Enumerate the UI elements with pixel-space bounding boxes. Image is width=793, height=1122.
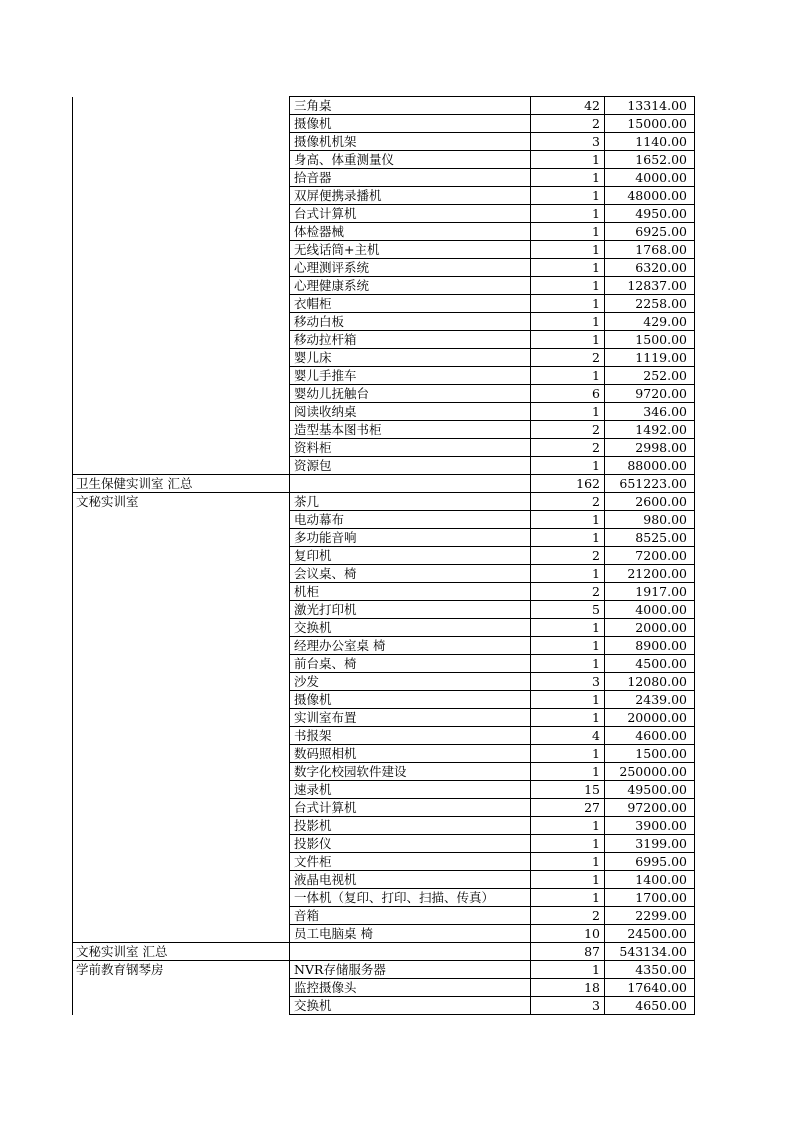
amount-cell: 8900.00 <box>605 637 695 655</box>
category-cell <box>73 151 290 169</box>
table-row <box>73 223 695 241</box>
table-row <box>73 871 695 889</box>
quantity-cell: 18 <box>531 979 605 997</box>
category-cell <box>73 691 290 709</box>
category-cell <box>73 205 290 223</box>
amount-cell: 12837.00 <box>605 277 695 295</box>
amount-cell: 17640.00 <box>605 979 695 997</box>
quantity-cell: 1 <box>531 763 605 781</box>
quantity-cell: 1 <box>531 277 605 295</box>
table-row <box>73 691 695 709</box>
item-name-cell: 摄像机机架 <box>290 133 531 151</box>
table-row <box>73 331 695 349</box>
item-name-cell: 交换机 <box>290 997 531 1015</box>
quantity-cell: 1 <box>531 151 605 169</box>
table-row <box>73 385 695 403</box>
quantity-cell: 162 <box>531 475 605 493</box>
amount-cell: 1140.00 <box>605 133 695 151</box>
category-cell <box>73 367 290 385</box>
quantity-cell: 1 <box>531 565 605 583</box>
category-cell <box>73 295 290 313</box>
quantity-cell: 42 <box>531 97 605 115</box>
quantity-cell: 1 <box>531 295 605 313</box>
equipment-table <box>72 96 695 1015</box>
category-cell <box>73 727 290 745</box>
item-name-cell: 摄像机 <box>290 115 531 133</box>
quantity-cell: 2 <box>531 439 605 457</box>
quantity-cell: 1 <box>531 637 605 655</box>
category-cell <box>73 655 290 673</box>
category-cell <box>73 457 290 475</box>
table-row <box>73 601 695 619</box>
amount-cell: 4600.00 <box>605 727 695 745</box>
quantity-cell: 4 <box>531 727 605 745</box>
quantity-cell: 1 <box>531 169 605 187</box>
table-row <box>73 133 695 151</box>
quantity-cell: 1 <box>531 889 605 907</box>
table-row <box>73 313 695 331</box>
item-name-cell: 心理测评系统 <box>290 259 531 277</box>
quantity-cell: 1 <box>531 961 605 979</box>
quantity-cell: 1 <box>531 853 605 871</box>
quantity-cell: 1 <box>531 205 605 223</box>
table-row <box>73 565 695 583</box>
category-cell <box>73 799 290 817</box>
table-row <box>73 835 695 853</box>
item-name-cell: 会议桌、椅 <box>290 565 531 583</box>
amount-cell: 252.00 <box>605 367 695 385</box>
table-row <box>73 403 695 421</box>
table-row <box>73 367 695 385</box>
table-row <box>73 295 695 313</box>
item-name-cell: 体检器械 <box>290 223 531 241</box>
table-row <box>73 745 695 763</box>
item-name-cell: 造型基本图书柜 <box>290 421 531 439</box>
category-cell <box>73 853 290 871</box>
amount-cell: 21200.00 <box>605 565 695 583</box>
quantity-cell: 3 <box>531 997 605 1015</box>
table-row <box>73 421 695 439</box>
item-name-cell: 阅读收纳桌 <box>290 403 531 421</box>
item-name-cell: 台式计算机 <box>290 799 531 817</box>
quantity-cell: 27 <box>531 799 605 817</box>
item-name-cell: NVR存储服务器 <box>290 961 531 979</box>
table-row <box>73 673 695 691</box>
amount-cell: 1400.00 <box>605 871 695 889</box>
amount-cell: 48000.00 <box>605 187 695 205</box>
category-cell: 文秘实训室 汇总 <box>73 943 290 961</box>
table-row <box>73 547 695 565</box>
category-cell <box>73 673 290 691</box>
item-name-cell: 液晶电视机 <box>290 871 531 889</box>
amount-cell: 4000.00 <box>605 601 695 619</box>
amount-cell: 3199.00 <box>605 835 695 853</box>
quantity-cell: 1 <box>531 529 605 547</box>
amount-cell: 543134.00 <box>605 943 695 961</box>
category-cell <box>73 907 290 925</box>
category-cell <box>73 133 290 151</box>
category-cell <box>73 565 290 583</box>
amount-cell: 9720.00 <box>605 385 695 403</box>
amount-cell: 1700.00 <box>605 889 695 907</box>
item-name-cell: 电动幕布 <box>290 511 531 529</box>
amount-cell: 49500.00 <box>605 781 695 799</box>
item-name-cell: 投影机 <box>290 817 531 835</box>
quantity-cell: 2 <box>531 349 605 367</box>
quantity-cell: 10 <box>531 925 605 943</box>
amount-cell: 3900.00 <box>605 817 695 835</box>
quantity-cell: 1 <box>531 709 605 727</box>
quantity-cell: 3 <box>531 133 605 151</box>
item-name-cell: 台式计算机 <box>290 205 531 223</box>
amount-cell: 2299.00 <box>605 907 695 925</box>
item-name-cell: 婴幼儿抚触台 <box>290 385 531 403</box>
quantity-cell: 1 <box>531 313 605 331</box>
quantity-cell: 1 <box>531 403 605 421</box>
category-cell <box>73 115 290 133</box>
amount-cell: 12080.00 <box>605 673 695 691</box>
amount-cell: 1500.00 <box>605 745 695 763</box>
item-name-cell: 投影仪 <box>290 835 531 853</box>
amount-cell: 1500.00 <box>605 331 695 349</box>
quantity-cell: 1 <box>531 817 605 835</box>
amount-cell: 250000.00 <box>605 763 695 781</box>
item-name-cell: 经理办公室桌 椅 <box>290 637 531 655</box>
table-body <box>73 97 695 1015</box>
category-cell <box>73 169 290 187</box>
item-name-cell: 书报架 <box>290 727 531 745</box>
category-cell: 卫生保健实训室 汇总 <box>73 475 290 493</box>
amount-cell: 8525.00 <box>605 529 695 547</box>
category-cell <box>73 547 290 565</box>
item-name-cell: 一体机（复印、打印、扫描、传真） <box>290 889 531 907</box>
table-row <box>73 277 695 295</box>
item-name-cell: 文件柜 <box>290 853 531 871</box>
item-name-cell: 激光打印机 <box>290 601 531 619</box>
quantity-cell: 1 <box>531 187 605 205</box>
quantity-cell: 1 <box>531 835 605 853</box>
category-cell: 文秘实训室 <box>73 493 290 511</box>
table-row <box>73 763 695 781</box>
table-row <box>73 727 695 745</box>
category-cell <box>73 403 290 421</box>
quantity-cell: 1 <box>531 511 605 529</box>
amount-cell: 2600.00 <box>605 493 695 511</box>
quantity-cell: 2 <box>531 115 605 133</box>
quantity-cell: 2 <box>531 421 605 439</box>
table-row <box>73 583 695 601</box>
item-name-cell: 衣帽柜 <box>290 295 531 313</box>
table-row <box>73 259 695 277</box>
amount-cell: 1768.00 <box>605 241 695 259</box>
item-name-cell: 复印机 <box>290 547 531 565</box>
item-name-cell: 前台桌、椅 <box>290 655 531 673</box>
item-name-cell: 无线话筒+主机 <box>290 241 531 259</box>
table-row <box>73 151 695 169</box>
category-cell <box>73 817 290 835</box>
quantity-cell: 1 <box>531 259 605 277</box>
quantity-cell: 1 <box>531 457 605 475</box>
item-name-cell: 心理健康系统 <box>290 277 531 295</box>
quantity-cell: 2 <box>531 583 605 601</box>
category-cell <box>73 583 290 601</box>
category-cell <box>73 745 290 763</box>
category-cell <box>73 313 290 331</box>
category-cell <box>73 277 290 295</box>
quantity-cell: 1 <box>531 223 605 241</box>
table-row <box>73 619 695 637</box>
table-row <box>73 961 695 979</box>
quantity-cell: 3 <box>531 673 605 691</box>
table-row <box>73 493 695 511</box>
item-name-cell: 资料柜 <box>290 439 531 457</box>
category-cell <box>73 889 290 907</box>
amount-cell: 2439.00 <box>605 691 695 709</box>
amount-cell: 1917.00 <box>605 583 695 601</box>
quantity-cell: 1 <box>531 745 605 763</box>
amount-cell: 7200.00 <box>605 547 695 565</box>
category-cell <box>73 349 290 367</box>
item-name-cell: 双屏便携录播机 <box>290 187 531 205</box>
quantity-cell: 2 <box>531 493 605 511</box>
item-name-cell: 婴儿床 <box>290 349 531 367</box>
summary-row <box>73 943 695 961</box>
category-cell <box>73 439 290 457</box>
amount-cell: 88000.00 <box>605 457 695 475</box>
category-cell <box>73 421 290 439</box>
amount-cell: 4650.00 <box>605 997 695 1015</box>
item-name-cell: 摄像机 <box>290 691 531 709</box>
amount-cell: 6995.00 <box>605 853 695 871</box>
table-row <box>73 529 695 547</box>
amount-cell: 1119.00 <box>605 349 695 367</box>
amount-cell: 4950.00 <box>605 205 695 223</box>
quantity-cell: 1 <box>531 367 605 385</box>
amount-cell: 20000.00 <box>605 709 695 727</box>
category-cell <box>73 763 290 781</box>
table-row <box>73 781 695 799</box>
item-name-cell: 音箱 <box>290 907 531 925</box>
category-cell <box>73 619 290 637</box>
item-name-cell: 交换机 <box>290 619 531 637</box>
table-row <box>73 169 695 187</box>
category-cell <box>73 241 290 259</box>
table-row <box>73 709 695 727</box>
quantity-cell: 1 <box>531 871 605 889</box>
category-cell <box>73 223 290 241</box>
amount-cell: 429.00 <box>605 313 695 331</box>
table-row <box>73 817 695 835</box>
item-name-cell <box>290 943 531 961</box>
item-name-cell: 速录机 <box>290 781 531 799</box>
table-row <box>73 853 695 871</box>
table-row <box>73 655 695 673</box>
quantity-cell: 87 <box>531 943 605 961</box>
category-cell <box>73 259 290 277</box>
amount-cell: 651223.00 <box>605 475 695 493</box>
amount-cell: 1492.00 <box>605 421 695 439</box>
equipment-sheet <box>72 96 694 1015</box>
quantity-cell: 2 <box>531 907 605 925</box>
category-cell <box>73 871 290 889</box>
item-name-cell: 移动拉杆箱 <box>290 331 531 349</box>
table-row <box>73 997 695 1015</box>
amount-cell: 4000.00 <box>605 169 695 187</box>
category-cell <box>73 925 290 943</box>
category-cell <box>73 781 290 799</box>
category-cell <box>73 709 290 727</box>
table-row <box>73 889 695 907</box>
amount-cell: 13314.00 <box>605 97 695 115</box>
category-cell <box>73 187 290 205</box>
quantity-cell: 1 <box>531 655 605 673</box>
table-row <box>73 979 695 997</box>
category-cell <box>73 637 290 655</box>
table-row <box>73 187 695 205</box>
table-row <box>73 799 695 817</box>
amount-cell: 4350.00 <box>605 961 695 979</box>
summary-row <box>73 475 695 493</box>
item-name-cell: 实训室布置 <box>290 709 531 727</box>
item-name-cell: 监控摄像头 <box>290 979 531 997</box>
item-name-cell: 三角桌 <box>290 97 531 115</box>
quantity-cell: 1 <box>531 691 605 709</box>
category-cell <box>73 835 290 853</box>
table-row <box>73 511 695 529</box>
amount-cell: 24500.00 <box>605 925 695 943</box>
table-row <box>73 115 695 133</box>
category-cell <box>73 97 290 115</box>
amount-cell: 1652.00 <box>605 151 695 169</box>
category-cell <box>73 601 290 619</box>
item-name-cell: 移动白板 <box>290 313 531 331</box>
table-row <box>73 907 695 925</box>
table-row <box>73 925 695 943</box>
item-name-cell: 沙发 <box>290 673 531 691</box>
item-name-cell: 机柜 <box>290 583 531 601</box>
item-name-cell: 多功能音响 <box>290 529 531 547</box>
quantity-cell: 6 <box>531 385 605 403</box>
category-cell <box>73 385 290 403</box>
item-name-cell <box>290 475 531 493</box>
amount-cell: 4500.00 <box>605 655 695 673</box>
table-row <box>73 205 695 223</box>
quantity-cell: 1 <box>531 331 605 349</box>
amount-cell: 346.00 <box>605 403 695 421</box>
amount-cell: 980.00 <box>605 511 695 529</box>
item-name-cell: 婴儿手推车 <box>290 367 531 385</box>
amount-cell: 15000.00 <box>605 115 695 133</box>
table-row <box>73 349 695 367</box>
category-cell <box>73 997 290 1015</box>
category-cell: 学前教育钢琴房 <box>73 961 290 979</box>
table-row <box>73 241 695 259</box>
quantity-cell: 1 <box>531 241 605 259</box>
table-row <box>73 637 695 655</box>
table-row <box>73 97 695 115</box>
amount-cell: 6320.00 <box>605 259 695 277</box>
amount-cell: 2000.00 <box>605 619 695 637</box>
item-name-cell: 员工电脑桌 椅 <box>290 925 531 943</box>
item-name-cell: 茶几 <box>290 493 531 511</box>
amount-cell: 97200.00 <box>605 799 695 817</box>
item-name-cell: 身高、体重测量仪 <box>290 151 531 169</box>
quantity-cell: 2 <box>531 547 605 565</box>
quantity-cell: 15 <box>531 781 605 799</box>
amount-cell: 2258.00 <box>605 295 695 313</box>
table-row <box>73 439 695 457</box>
amount-cell: 2998.00 <box>605 439 695 457</box>
item-name-cell: 资源包 <box>290 457 531 475</box>
item-name-cell: 拾音器 <box>290 169 531 187</box>
category-cell <box>73 979 290 997</box>
item-name-cell: 数码照相机 <box>290 745 531 763</box>
category-cell <box>73 511 290 529</box>
quantity-cell: 1 <box>531 619 605 637</box>
category-cell <box>73 331 290 349</box>
quantity-cell: 5 <box>531 601 605 619</box>
item-name-cell: 数字化校园软件建设 <box>290 763 531 781</box>
category-cell <box>73 529 290 547</box>
amount-cell: 6925.00 <box>605 223 695 241</box>
table-row <box>73 457 695 475</box>
